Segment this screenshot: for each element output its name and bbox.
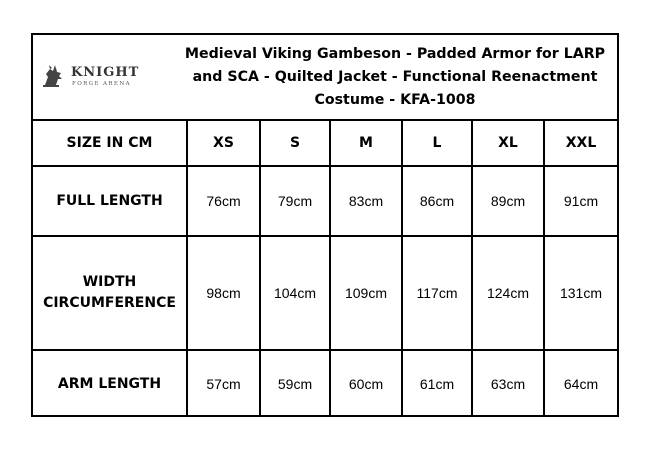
header-size-xxl: XXL xyxy=(544,121,617,166)
header-size-m: M xyxy=(330,121,402,166)
row-label-width-circumference xyxy=(33,236,187,350)
table-cell: 79cm xyxy=(260,166,330,236)
table-row xyxy=(33,166,617,236)
table-cell: 131cm xyxy=(544,236,617,350)
table-cell: 124cm xyxy=(472,236,544,350)
table-cell: 89cm xyxy=(472,166,544,236)
header-row xyxy=(33,35,617,121)
row-label-line: WIDTH xyxy=(82,274,137,290)
row-label-arm-length: ARM LENGTH xyxy=(33,350,187,417)
table-cell: 57cm xyxy=(187,350,260,417)
table-row xyxy=(33,350,617,417)
row-label-line: CIRCUMFERENCE xyxy=(43,295,176,311)
table-cell: 61cm xyxy=(402,350,472,417)
header-size-l: L xyxy=(402,121,472,166)
table-cell: 117cm xyxy=(402,236,472,350)
knight-horse-icon xyxy=(39,63,67,91)
table-row xyxy=(33,236,617,350)
table-cell: 76cm xyxy=(187,166,260,236)
header-size-xl: XL xyxy=(472,121,544,166)
header-size-s: S xyxy=(260,121,330,166)
table-cell: 63cm xyxy=(472,350,544,417)
table-cell: 59cm xyxy=(260,350,330,417)
table-cell: 109cm xyxy=(330,236,402,350)
table-header-row xyxy=(33,121,617,166)
size-table xyxy=(33,121,617,417)
table-cell: 83cm xyxy=(330,166,402,236)
row-label-full-length: FULL LENGTH xyxy=(33,166,187,236)
brand-logo xyxy=(39,63,159,93)
table-cell: 104cm xyxy=(260,236,330,350)
header-size-xs: XS xyxy=(187,121,260,166)
table-cell: 98cm xyxy=(187,236,260,350)
size-chart-sheet xyxy=(31,33,619,417)
brand-name: KNIGHT xyxy=(71,65,140,80)
table-cell: 60cm xyxy=(330,350,402,417)
table-cell: 86cm xyxy=(402,166,472,236)
table-cell: 64cm xyxy=(544,350,617,417)
table-cell: 91cm xyxy=(544,166,617,236)
header-size-label: SIZE IN CM xyxy=(33,121,187,166)
product-title: Medieval Viking Gambeson - Padded Armor for LARP and SCA - Quilted Jacket - Functional Reenactment Costume - KFA-1008 xyxy=(184,46,606,108)
brand-tagline: FORGE ARENA xyxy=(72,81,131,87)
